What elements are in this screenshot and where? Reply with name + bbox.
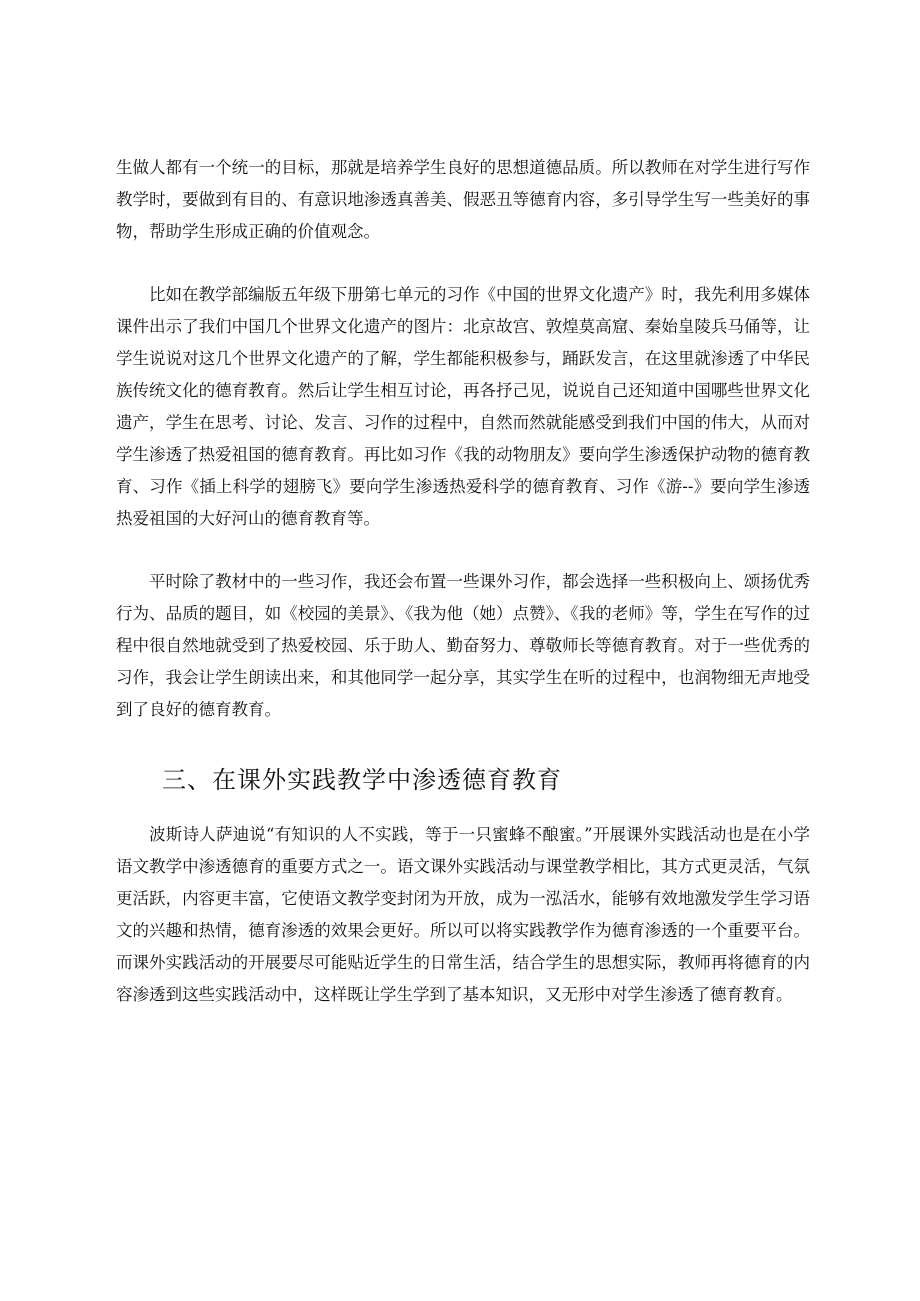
section-heading: 三、在课外实践教学中渗透德育教育	[162, 766, 562, 794]
paragraph-world-heritage-example: 比如在教学部编版五年级下册第七单元的习作《中国的世界文化遗产》时，我先利用多媒体课件出示了我们中国几个世界文化遗产的图片：北京故宫、敦煌莫高窟、秦始皇陵兵马俑等，让学生说说对这几个世界文化遗产的了解，学生都能积极参与，踊跃发言，在这里就渗透了中华民族传统文化的德育教育。然后让学生相互讨论，再各抒己见，说说自己还知道中国哪些世界文化遗产，学生在思考、讨论、发言、习作的过程中，自然而然就能感受到我们中国的伟大，从而对学生渗透了热爱祖国的德育教育。再比如习作《我的动物朋友》要向学生渗透保护动物的德育教育、习作《插上科学的翅膀飞》要向学生渗透热爱科学的德育教育、习作《游--》要向学生渗透热爱祖国的大好河山的德育教育等。	[116, 285, 810, 528]
document-body	[116, 152, 810, 1011]
paragraph-practice-teaching: 波斯诗人萨迪说“有知识的人不实践，等于一只蜜蜂不酿蜜。”开展课外实践活动也是在小学语文教学中渗透德育的重要方式之一。语文课外实践活动与课堂教学相比，其方式更灵活，气氛更活跃，内容更丰富，它使语文教学变封闭为开放，成为一泓活水，能够有效地激发学生学习语文的兴趣和热情，德育渗透的效果会更好。所以可以将实践教学作为德育渗透的一个重要平台。而课外实践活动的开展要尽可能贴近学生的日常生活，结合学生的思想实际，教师再将德育的内容渗透到这些实践活动中，这样既让学生学到了基本知识，又无形中对学生渗透了德育教育。	[116, 825, 810, 1004]
paragraph-continued: 生做人都有一个统一的目标，那就是培养学生良好的思想道德品质。所以教师在对学生进行写作教学时，要做到有目的、有意识地渗透真善美、假恶丑等德育内容，多引导学生写一些美好的事物，帮助学生形成正确的价值观念。	[116, 158, 810, 241]
paragraph-extracurricular-writing: 平时除了教材中的一些习作，我还会布置一些课外习作，都会选择一些积极向上、颂扬优秀行为、品质的题目，如《校园的美景》、《我为他（她）点赞》、《我的老师》等，学生在写作的过程中很自然地就受到了热爱校园、乐于助人、勤奋努力、尊敬师长等德育教育。对于一些优秀的习作，我会让学生朗读出来，和其他同学一起分享，其实学生在听的过程中，也润物细无声地受到了良好的德育教育。	[116, 572, 810, 719]
